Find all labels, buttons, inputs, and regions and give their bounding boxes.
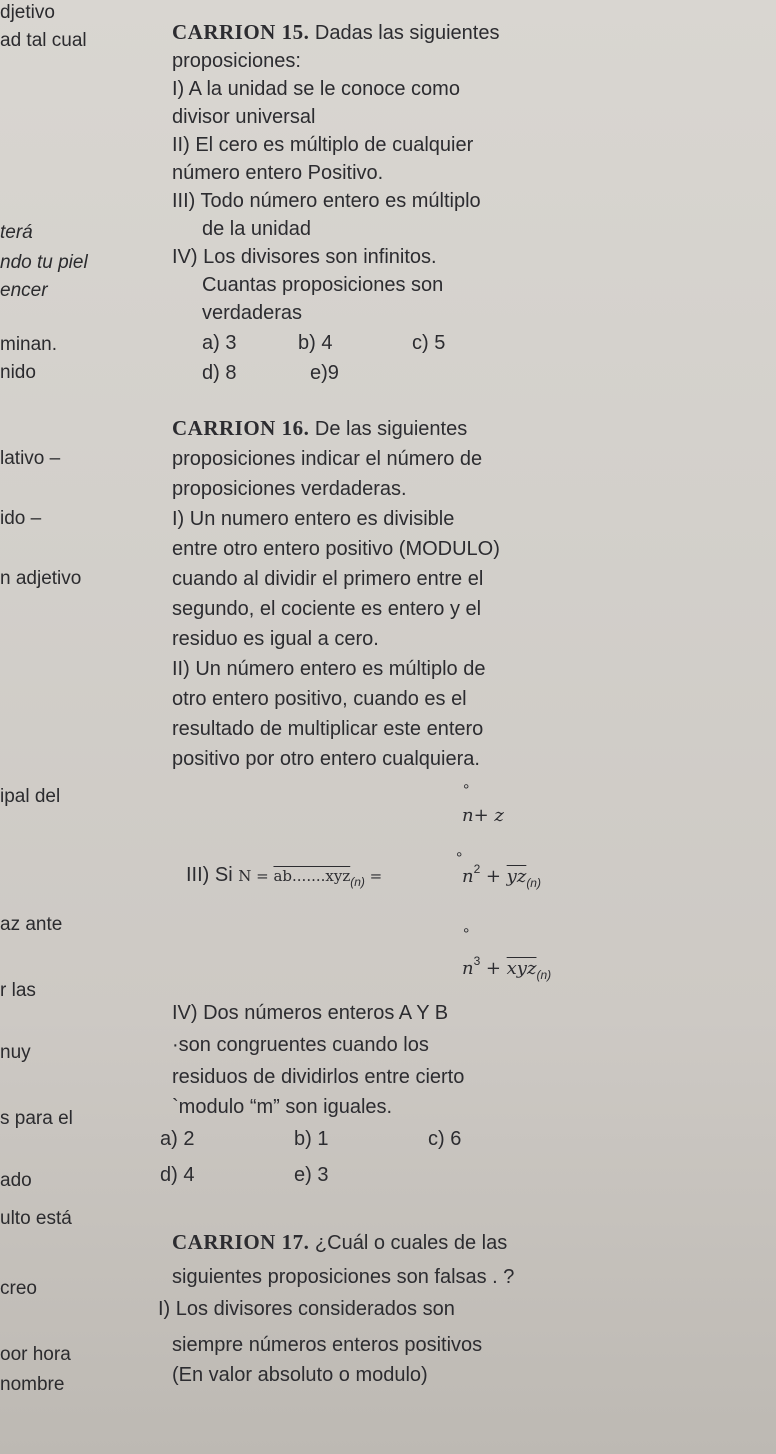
left-fragment: creo — [0, 1278, 37, 1299]
q15-option-b: b) 4 — [298, 332, 333, 354]
q17-line: siempre números enteros positivos — [172, 1334, 483, 1356]
q16-title-line — [172, 416, 467, 441]
left-fragment: nido — [0, 362, 36, 383]
multiple-dot: ° — [463, 926, 470, 943]
prop3-eq: = — [364, 867, 383, 885]
q16-line: IV) Dos números enteros A Y B — [172, 1002, 449, 1024]
formula-var: n — [462, 866, 474, 887]
q15-line: de la unidad — [202, 218, 311, 240]
prop3-base: (n) — [350, 875, 365, 889]
q16-line: ·son congruentes cuando los — [172, 1034, 429, 1056]
formula-base: (n) — [536, 968, 552, 982]
q17-title-line — [172, 1230, 507, 1255]
formula-base: (n) — [526, 876, 541, 890]
multiple-dot: ° — [463, 782, 470, 799]
q16-line: resultado de multiplicar este entero — [172, 718, 484, 740]
left-fragment: nuy — [0, 1042, 31, 1063]
q16-heading: CARRION 16. — [172, 416, 310, 440]
left-fragment: n adjetivo — [0, 568, 82, 589]
q16-line: II) Un número entero es múltiplo de — [172, 658, 486, 680]
q16-line: segundo, el cociente es entero y el — [172, 598, 482, 620]
q17-intro: ¿Cuál o cuales de las — [314, 1232, 508, 1254]
q16-line: residuo es igual a cero. — [172, 628, 379, 650]
formula-var: n — [462, 958, 474, 979]
left-fragment: ado — [0, 1170, 32, 1191]
formula-exp: 2 — [473, 862, 481, 876]
left-fragment: djetivo — [0, 2, 55, 23]
formula-digits: $\overline{yz}$ — [506, 866, 527, 887]
formula-option-3 — [462, 954, 551, 982]
q15-intro: Dadas las siguientes — [314, 22, 500, 44]
left-fragment: ipal del — [0, 786, 61, 807]
formula-option-2 — [462, 862, 541, 890]
q16-option-e: e) 3 — [294, 1164, 329, 1186]
q17-line: I) Los divisores considerados son — [158, 1298, 455, 1320]
q16-option-d: d) 4 — [160, 1164, 195, 1186]
q15-line: I) A la unidad se le conoce como — [172, 78, 460, 100]
q15-line: II) El cero es múltiplo de cualquier — [172, 134, 474, 156]
q16-option-b: b) 1 — [294, 1128, 329, 1150]
multiple-dot: ° — [456, 850, 463, 867]
q16-line: entre otro entero positivo (MODULO) — [172, 538, 500, 560]
q16-option-a: a) 2 — [160, 1128, 195, 1150]
q15-heading: CARRION 15. — [172, 20, 310, 44]
q16-option-c: c) 6 — [428, 1128, 462, 1150]
formula-rest: + z — [473, 805, 504, 826]
q15-title-line — [172, 20, 499, 45]
prop3-label: III) Si — [186, 864, 233, 886]
q16-line: proposiciones verdaderas. — [172, 478, 407, 500]
formula-exp: 3 — [473, 954, 481, 968]
q15-line: Cuantas proposiciones son — [202, 274, 444, 296]
formula-option-1 — [462, 804, 504, 827]
q15-line: proposiciones: — [172, 50, 301, 72]
formula-plus: + — [485, 866, 507, 887]
left-fragment: minan. — [0, 334, 58, 355]
q16-line: otro entero positivo, cuando es el — [172, 688, 467, 710]
left-fragment: ulto está — [0, 1208, 72, 1229]
q16-line: `modulo “m” son iguales. — [172, 1096, 393, 1118]
left-fragment: terá — [0, 222, 33, 243]
q17-line: (En valor absoluto o modulo) — [172, 1364, 428, 1386]
q15-option-c: c) 5 — [412, 332, 446, 354]
q16-intro: De las siguientes — [314, 418, 468, 440]
left-fragment: ndo tu piel — [0, 252, 88, 273]
left-fragment: lativo – — [0, 448, 61, 469]
prop3-numeral: ab.......xyz — [273, 867, 351, 885]
q16-line: I) Un numero entero es divisible — [172, 508, 455, 530]
left-fragment: az ante — [0, 914, 63, 935]
q16-line: proposiciones indicar el número de — [172, 448, 483, 470]
q15-line: III) Todo número entero es múltiplo — [172, 190, 481, 212]
left-fragment: s para el — [0, 1108, 73, 1129]
q15-line: número entero Positivo. — [172, 162, 384, 184]
left-fragment: nombre — [0, 1374, 65, 1395]
q16-prop3-line — [186, 864, 382, 889]
q16-line: residuos de dividirlos entre cierto — [172, 1066, 465, 1088]
q17-line: siguientes proposiciones son falsas . ? — [172, 1266, 515, 1288]
left-fragment: encer — [0, 280, 48, 301]
formula-plus: + — [485, 958, 507, 979]
q15-option-d: d) 8 — [202, 362, 237, 384]
q15-line: IV) Los divisores son infinitos. — [172, 246, 437, 268]
q16-line: positivo por otro entero cualquiera. — [172, 748, 480, 770]
left-margin-column — [0, 0, 150, 1454]
q17-heading: CARRION 17. — [172, 1230, 310, 1254]
q15-option-e: e)9 — [310, 362, 339, 384]
q15-line: divisor universal — [172, 106, 316, 128]
q15-line: verdaderas — [202, 302, 303, 324]
left-fragment: oor hora — [0, 1344, 71, 1365]
q15-option-a: a) 3 — [202, 332, 237, 354]
formula-var: n — [462, 805, 474, 826]
left-fragment: ad tal cual — [0, 30, 87, 51]
left-fragment: ido – — [0, 508, 42, 529]
left-fragment: r las — [0, 980, 36, 1001]
q16-line: cuando al dividir el primero entre el — [172, 568, 484, 590]
prop3-n: N = — [238, 867, 274, 885]
formula-digits: $\overline{xyz}$ — [506, 958, 537, 979]
main-column — [150, 0, 760, 1454]
